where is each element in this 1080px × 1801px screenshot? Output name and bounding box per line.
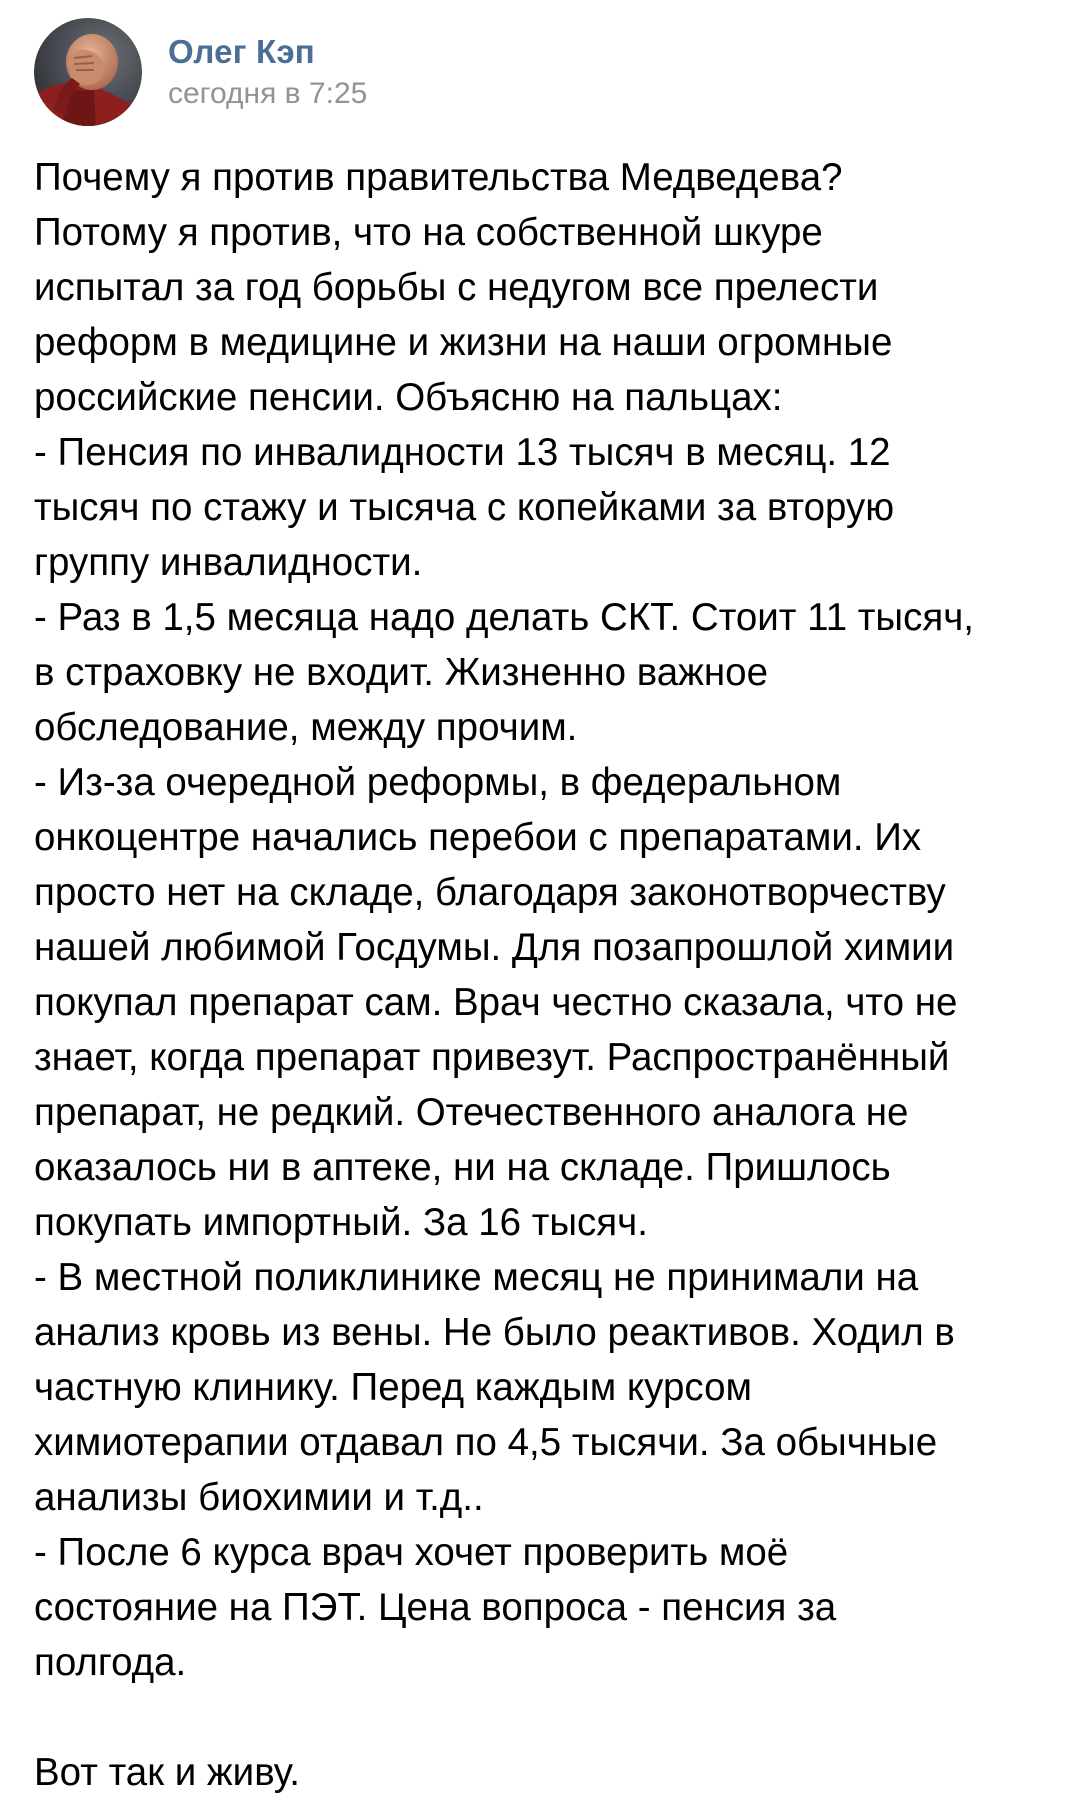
post-text-line: Почему я против правительства Медведева?: [34, 156, 843, 199]
post-header: [34, 22, 367, 122]
author-block: [168, 32, 367, 112]
post-text-line: Потому я против, что на собственной шкуре: [34, 211, 823, 254]
post-text-line: - В местной поликлинике месяц не принимали на: [34, 1256, 919, 1299]
post-text-line: препарат, не редкий. Отечественного аналога не: [34, 1091, 909, 1134]
post-text-line: просто нет на складе, благодаря законотворчеству: [34, 871, 946, 914]
post-timestamp[interactable]: сегодня в 7:25: [168, 77, 368, 110]
post-text-line: реформ в медицине и жизни на наши огромные: [34, 321, 893, 364]
post-text-line: российские пенсии. Объясню на пальцах:: [34, 376, 783, 419]
post-text-line: химиотерапии отдавал по 4,5 тысячи. За обычные: [34, 1421, 938, 1464]
post-text-line: покупать импортный. За 16 тысяч.: [34, 1201, 648, 1244]
post-text-line: испытал за год борьбы с недугом все прелести: [34, 266, 879, 309]
post-text-line: анализ кровь из вены. Не было реактивов. Ходил в: [34, 1311, 955, 1354]
post-text-line: состояние на ПЭТ. Цена вопроса - пенсия за: [34, 1586, 837, 1629]
post-text-line: оказалось ни в аптеке, ни на складе. Пришлось: [34, 1146, 891, 1189]
post-text-line: онкоцентре начались перебои с препаратами. Их: [34, 816, 922, 859]
user-avatar-photo-icon: [34, 18, 142, 126]
post-text-line: - Из-за очередной реформы, в федеральном: [34, 761, 842, 804]
post-text-line: - Пенсия по инвалидности 13 тысяч в месяц. 12: [34, 431, 891, 474]
post-closing-line: Вот так и живу.: [34, 1751, 300, 1794]
post-text-line: - Раз в 1,5 месяца надо делать СКТ. Стоит 11 тысяч,: [34, 596, 974, 639]
post-text-line: покупал препарат сам. Врач честно сказала, что не: [34, 981, 958, 1024]
post-text-line: анализы биохимии и т.д..: [34, 1476, 484, 1519]
post-text-line: полгода.: [34, 1641, 187, 1684]
post-text: [34, 150, 1054, 1800]
post-text-line: группу инвалидности.: [34, 541, 423, 584]
post-text-line: обследование, между прочим.: [34, 706, 578, 749]
post-text-line: тысяч по стажу и тысяча с копейками за вторую: [34, 486, 895, 529]
post-text-line: частную клинику. Перед каждым курсом: [34, 1366, 752, 1409]
post-text-line: - После 6 курса врач хочет проверить моё: [34, 1531, 789, 1574]
author-avatar[interactable]: [34, 18, 142, 126]
post-text-line: нашей любимой Госдумы. Для позапрошлой химии: [34, 926, 955, 969]
post-text-line: знает, когда препарат привезут. Распространённый: [34, 1036, 950, 1079]
paragraph-spacer: [34, 1690, 1054, 1745]
author-name-link[interactable]: Олег Кэп: [168, 33, 315, 70]
post-text-line: в страховку не входит. Жизненно важное: [34, 651, 768, 694]
